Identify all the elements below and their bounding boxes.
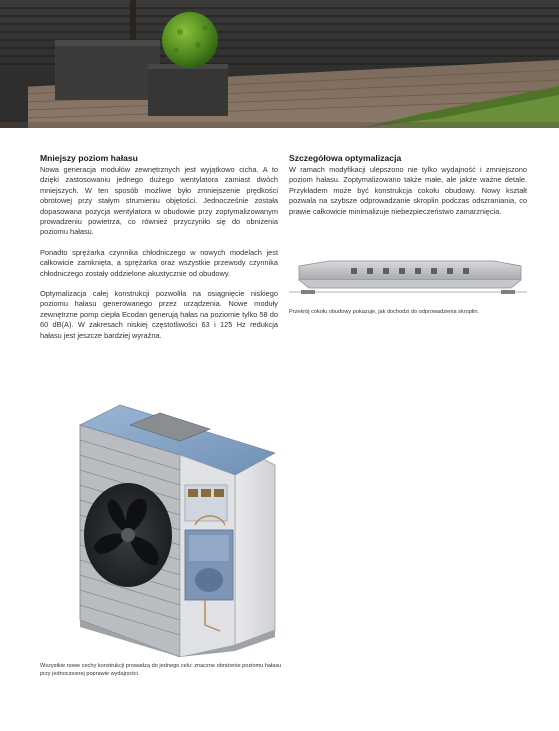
unit-caption: Wszystkie nowe cechy konstrukcji prowadzą do jednego celu: znaczne obniżenie poziomu hałasu przy jednoczesnej poprawie wydajności. (40, 663, 282, 677)
right-column (289, 153, 527, 227)
section-heading: Szczegółowa optymalizacja (289, 153, 402, 163)
hero-photo (0, 0, 559, 128)
base-cross-section-illustration (289, 258, 527, 302)
section-heading: Mniejszy poziom hałasu (40, 153, 138, 163)
paragraph: Optymalizacja całej konstrukcji pozwoliła na osiągnięcie niskiego poziomu hałasu generowanego przez urządzenia. Nowe moduły zewnętrzne pomp ciepła Ecodan generują hałas na poziomie tylko 58 do 60 dB(A). W zakresach niskiej częstotliwości 63 i 125 Hz redukcja hałasu jest jeszcze bardziej wyraźna. (40, 289, 278, 340)
paragraph: Ponadto sprężarka czynnika chłodniczego w nowych modelach jest całkowicie zamknięta, a sprężarka oraz wszystkie przewody czynnika chłodniczego zostały oddzielone akustycznie od obudowy. (40, 247, 278, 278)
paragraph: Nowa generacja modułów zewnętrznych jest wyjątkowo cicha. A to dzięki zastosowaniu jednego dużego wentylatora zamiast dwóch mniejszych. W ten sposób możliwe było zmniejszenie prędkości obrotowej przy stałym strumieniu objętości. Jednocześnie została dopasowana pozycja wentylatora w obudowie przy zoptymalizowanym prowadzeniu powietrza, co również przyczyniło się do obniżenia poziomu hałasu. (40, 165, 278, 237)
left-column (40, 153, 278, 351)
paragraph: W ramach modyfikacji ulepszono nie tylko wydajność i zmniejszono poziom hałasu. Zoptymalizowano także małe, ale jakże ważne detale. Przykładem może być konstrukcja cokołu obudowy. Nowy kształt pozwala na szybsze odprowadzanie skroplin podczas odszraniania, co prawie całkowicie minimalizuje niebezpieczeństwo zamarznięcia. (289, 165, 527, 216)
heat-pump-unit-illustration (60, 395, 290, 657)
cross-section-caption: Przekrój cokołu obudowy pokazuje, jak dochodzi do odprowadzenia skroplin. (289, 309, 479, 315)
